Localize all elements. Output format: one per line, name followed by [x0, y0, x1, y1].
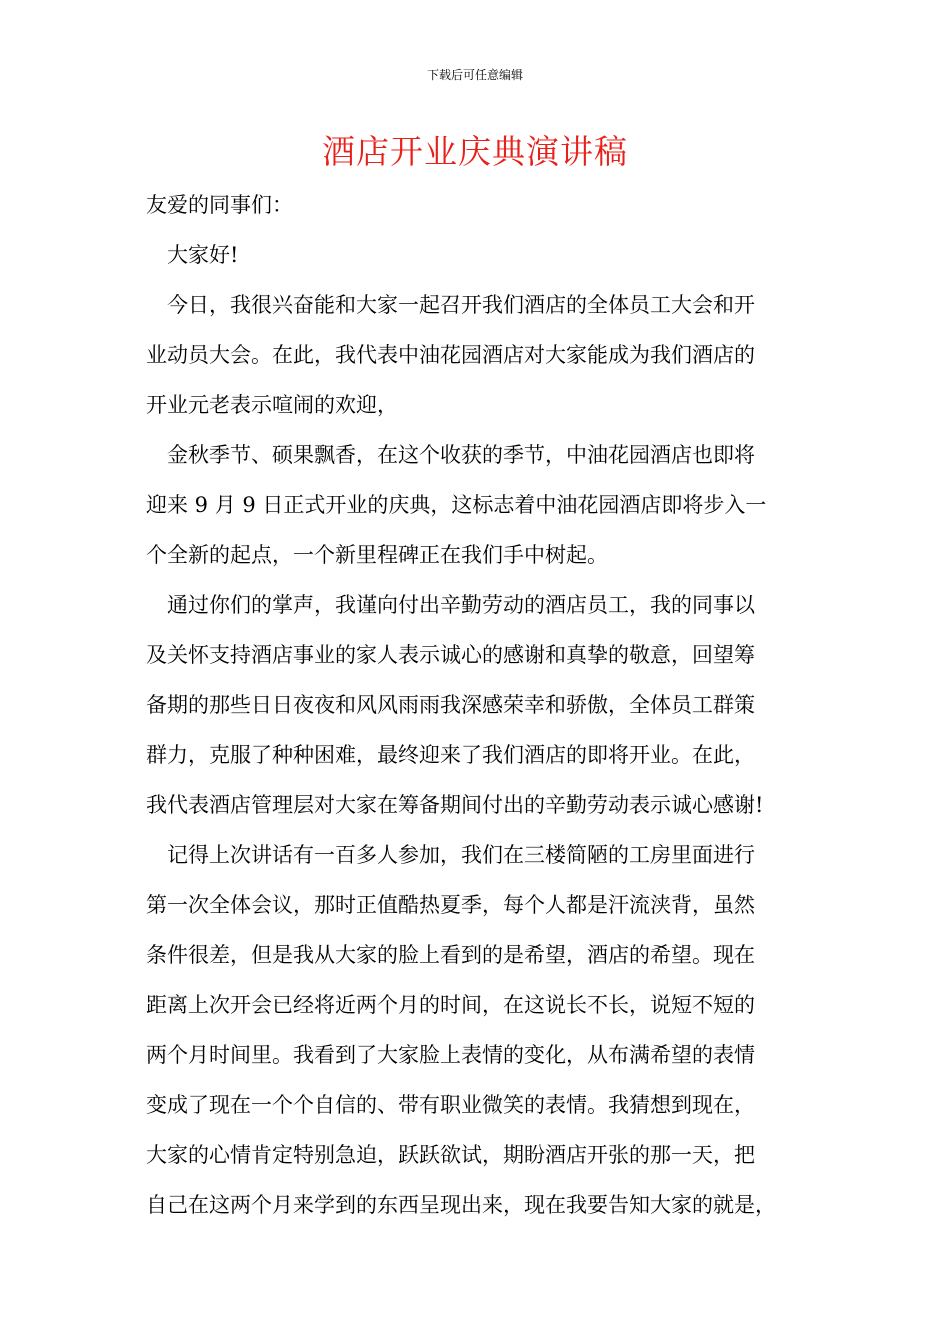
- salutation-line: 友爱的同事们：: [146, 193, 293, 217]
- paragraph-line: 及关怀支持酒店事业的家人表示诚心的感谢和真挚的敬意，回望筹: [146, 643, 755, 667]
- paragraph-line: 群力，克服了种种困难，最终迎来了我们酒店的即将开业。在此，: [146, 743, 755, 767]
- paragraph-line: 两个月时间里。我看到了大家脸上表情的变化，从布满希望的表情: [146, 1043, 755, 1067]
- document-body: [146, 180, 826, 1230]
- paragraph-line: 自己在这两个月来学到的东西呈现出来，现在我要告知大家的就是，: [146, 1193, 776, 1217]
- document-title: 酒店开业庆典演讲稿: [322, 132, 628, 171]
- paragraph-line: 个全新的起点，一个新里程碑正在我们手中树起。: [146, 543, 608, 567]
- paragraph-line: 备期的那些日日夜夜和风风雨雨我深感荣幸和骄傲，全体员工群策: [146, 693, 755, 717]
- header-note: 下载后可任意编辑: [426, 68, 523, 82]
- paragraph-line: 我代表酒店管理层对大家在筹备期间付出的辛勤劳动表示诚心感谢!: [146, 793, 764, 817]
- paragraph-line: 第一次全体会议，那时正值酷热夏季，每个人都是汗流浃背，虽然: [146, 893, 755, 917]
- paragraph-line: 记得上次讲话有一百多人参加，我们在三楼简陋的工房里面进行: [167, 843, 755, 867]
- paragraph-line: 通过你们的掌声，我谨向付出辛勤劳动的酒店员工，我的同事以: [167, 593, 755, 617]
- paragraph-line: 金秋季节、硕果飘香，在这个收获的季节，中油花园酒店也即将: [167, 443, 755, 467]
- paragraph-line: 今日，我很兴奋能和大家一起召开我们酒店的全体员工大会和开: [167, 293, 755, 317]
- paragraph-line: 迎来 9 月 9 日正式开业的庆典，这标志着中油花园酒店即将步入一: [146, 493, 767, 517]
- paragraph-line: 条件很差，但是我从大家的脸上看到的是希望，酒店的希望。现在: [146, 943, 755, 967]
- paragraph-line: 业动员大会。在此，我代表中油花园酒店对大家能成为我们酒店的: [146, 343, 755, 367]
- paragraph-line: 变成了现在一个个自信的、带有职业微笑的表情。我猜想到现在，: [146, 1093, 755, 1117]
- paragraph-line: 距离上次开会已经将近两个月的时间，在这说长不长，说短不短的: [146, 993, 755, 1017]
- paragraph-line: 开业元老表示喧闹的欢迎，: [146, 393, 398, 417]
- paragraph-line: 大家的心情肯定特别急迫，跃跃欲试，期盼酒店开张的那一天，把: [146, 1143, 755, 1167]
- greeting-line: 大家好!: [167, 243, 239, 267]
